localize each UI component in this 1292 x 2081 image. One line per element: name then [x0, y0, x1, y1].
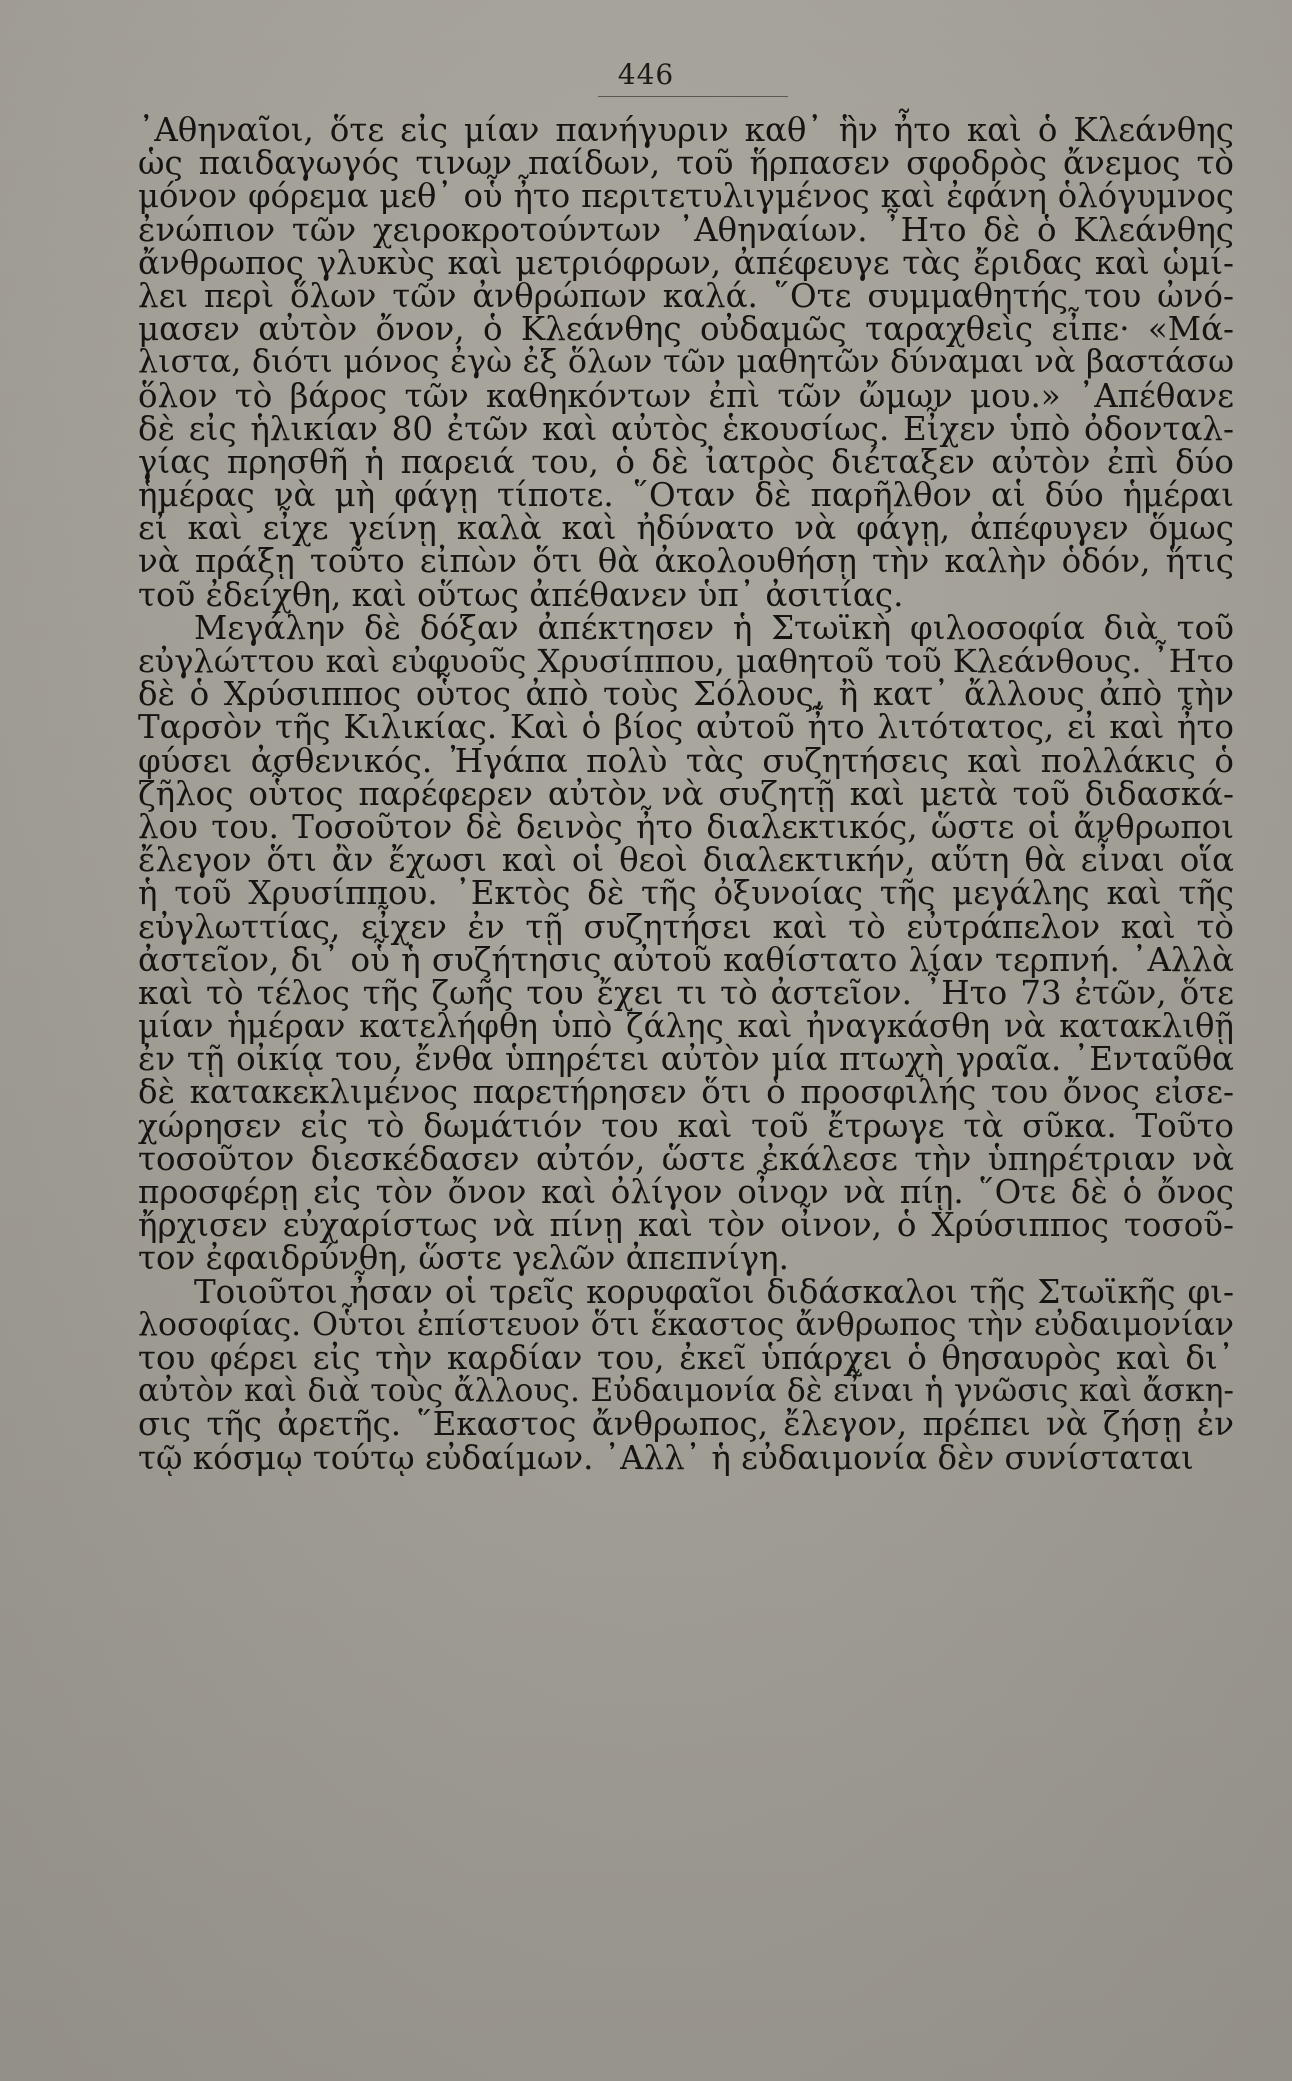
- text-line: ἄνθρωπος γλυκὺς καὶ μετριόφρων, ἀπέφευγε τὰς ἔριδας καὶ ὡμί-: [138, 243, 1234, 282]
- paragraph: [138, 608, 1234, 1278]
- paragraph: [138, 1272, 1234, 1477]
- text-line: προσφέρῃ εἰς τὸν ὄνον καὶ ὀλίγον οἶνον νὰ πίῃ. ῞Οτε δὲ ὁ ὄνος: [138, 1173, 1234, 1211]
- text-line: εὐγλώττου καὶ εὐφυοῦς Χρυσίππου, μαθητοῦ τοῦ Κλεάνθους. ῏Ητο: [138, 642, 1234, 680]
- text-line: σις τῆς ἀρετῆς. ῞Εκαστος ἄνθρωπος, ἔλεγον, πρέπει νὰ ζήσῃ ἐν: [138, 1405, 1234, 1444]
- text-line: τοῦ ἐδείχθη, καὶ οὕτως ἀπέθανεν ὑπ᾿ ἀσιτίας.: [138, 575, 904, 614]
- text-line: ἡ τοῦ Χρυσίππου. ᾿Εκτὸς δὲ τῆς ὀξυνοίας τῆς μεγάλης καὶ τῆς: [138, 874, 1234, 913]
- text-line: ᾿Αθηναῖοι, ὅτε εἰς μίαν πανήγυριν καθ᾿ ἣν ἦτο καὶ ὁ Κλεάνθης: [138, 111, 1234, 149]
- text-line: λει περὶ ὅλων τῶν ἀνθρώπων καλά. ῞Οτε συμμαθητής του ὠνό-: [138, 276, 1234, 315]
- text-line: ὅλον τὸ βάρος τῶν καθηκόντων ἐπὶ τῶν ὤμων μου.» ᾿Απέθανε: [138, 376, 1234, 415]
- text-line: Ταρσὸν τῆς Κιλικίας. Καὶ ὁ βίος αὐτοῦ ἦτο λιτότατος, εἰ καὶ ἦτο: [138, 708, 1234, 747]
- text-line: λου του. Τοσοῦτον δὲ δεινὸς ἦτο διαλεκτικός, ὥστε οἱ ἄνθρωποι: [138, 807, 1234, 846]
- text-line: ἐν τῇ οἰκίᾳ του, ἔνθα ὑπηρέτει αὐτὸν μία πτωχὴ γραῖα. ᾿Ενταῦθα: [138, 1040, 1234, 1079]
- text-line: ἤρχισεν εὐχαρίστως νὰ πίνῃ καὶ τὸν οἶνον, ὁ Χρύσιππος τοσοῦ-: [138, 1206, 1234, 1245]
- text-line: ἡμέρας νὰ μὴ φάγῃ τίποτε. ῞Οταν δὲ παρῆλθον αἱ δύο ἡμέραι: [138, 476, 1234, 515]
- text-line: καὶ τὸ τέλος τῆς ζωῆς του ἔχει τι τὸ ἀστεῖον. ῏Ητο 73 ἐτῶν, ὅτε: [138, 973, 1234, 1012]
- text-line: του φέρει εἰς τὴν καρδίαν του, ἐκεῖ ὑπάρχει ὁ θησαυρὸς καὶ δι᾿: [138, 1338, 1234, 1377]
- text-line: Τοιοῦτοι ἦσαν οἱ τρεῖς κορυφαῖοι διδάσκαλοι τῆς Στωϊκῆς φι-: [194, 1272, 1234, 1311]
- text-line: δὲ ὁ Χρύσιππος οὗτος ἀπὸ τοὺς Σόλους, ἢ κατ᾿ ἄλλους ἀπὸ τὴν: [138, 675, 1234, 714]
- body-text: [138, 111, 1234, 1477]
- text-line: ὡς παιδαγωγός τινων παίδων, τοῦ ἥρπασεν σφοδρὸς ἄνεμος τὸ: [138, 144, 1234, 183]
- text-line: τῷ κόσμῳ τούτῳ εὐδαίμων. ᾿Αλλ᾿ ἡ εὐδαιμονία δὲν συνίσταται: [138, 1438, 1194, 1477]
- text-line: ζῆλος οὗτος παρέφερεν αὐτὸν νὰ συζητῇ καὶ μετὰ τοῦ διδασκά-: [138, 774, 1234, 813]
- text-line: ἐνώπιον τῶν χειροκροτούντων ᾿Αθηναίων. ῏Ητο δὲ ὁ Κλεάνθης: [138, 210, 1234, 249]
- text-line: εὐγλωττίας, εἶχεν ἐν τῇ συζητήσει καὶ τὸ εὐτράπελον καὶ τὸ: [138, 907, 1234, 946]
- text-line: τοσοῦτον διεσκέδασεν αὐτόν, ὥστε ἐκάλεσε τὴν ὑπηρέτριαν νὰ: [138, 1139, 1234, 1178]
- text-line: τον ἐφαιδρύνθη, ὥστε γελῶν ἀπεπνίγη.: [138, 1239, 789, 1278]
- text-line: μίαν ἡμέραν κατελήφθη ὑπὸ ζάλης καὶ ἠναγκάσθη νὰ κατακλιθῇ: [138, 1007, 1234, 1046]
- text-line: ἔλεγον ὅτι ἂν ἔχωσι καὶ οἱ θεοὶ διαλεκτικήν, αὕτη θὰ εἶναι οἵα: [138, 841, 1234, 880]
- text-line: ἀστεῖον, δι᾿ οὗ ἡ συζήτησις αὐτοῦ καθίστατο λίαν τερπνή. ᾿Αλλὰ: [138, 940, 1234, 979]
- text-line: δὲ εἰς ἡλικίαν 80 ἐτῶν καὶ αὐτὸς ἑκουσίως. Εἶχεν ὑπὸ ὀδονταλ-: [138, 409, 1234, 448]
- text-line: εἰ καὶ εἶχε γείνῃ καλὰ καὶ ἠδύνατο νὰ φάγῃ, ἀπέφυγεν ὅμως: [138, 509, 1234, 548]
- text-line: δὲ κατακεκλιμένος παρετήρησεν ὅτι ὁ προσφιλής του ὄνος εἰσε-: [138, 1073, 1234, 1112]
- text-line: νὰ πράξῃ τοῦτο εἰπὼν ὅτι θὰ ἀκολουθήσῃ τὴν καλὴν ὁδόν, ἥτις: [138, 542, 1234, 581]
- paragraph: [138, 111, 1234, 614]
- text-line: χώρησεν εἰς τὸ δωμάτιόν του καὶ τοῦ ἔτρωγε τὰ σῦκα. Τοῦτο: [138, 1106, 1234, 1145]
- page-number: 446: [617, 58, 675, 91]
- text-line: μασεν αὐτὸν ὄνον, ὁ Κλεάνθης οὐδαμῶς ταραχθεὶς εἶπε· «Μά-: [138, 310, 1234, 349]
- page-number-rule: [598, 96, 788, 97]
- text-line: Μεγάλην δὲ δόξαν ἀπέκτησεν ἡ Στωϊκὴ φιλοσοφία διὰ τοῦ: [194, 608, 1234, 647]
- text-line: λοσοφίας. Οὗτοι ἐπίστευον ὅτι ἕκαστος ἄνθρωπος τὴν εὐδαιμονίαν: [138, 1306, 1234, 1343]
- text-line: φύσει ἀσθενικός. Ἠγάπα πολὺ τὰς συζητήσεις καὶ πολλάκις ὁ: [138, 741, 1234, 780]
- text-line: αὐτὸν καὶ διὰ τοὺς ἄλλους. Εὐδαιμονία δὲ εἶναι ἡ γνῶσις καὶ ἄσκη-: [138, 1373, 1234, 1410]
- text-line: γίας πρησθῆ ἡ παρειά του, ὁ δὲ ἰατρὸς διέταξεν αὐτὸν ἐπὶ δύο: [138, 442, 1234, 481]
- text-line: λιστα, διότι μόνος ἐγὼ ἐξ ὅλων τῶν μαθητῶν δύναμαι νὰ βαστάσω: [138, 344, 1234, 381]
- text-line: μόνον φόρεμα μεθ᾿ οὗ ἦτο περιτετυλιγμένος καὶ ἐφάνη ὁλόγυμνος: [138, 177, 1234, 216]
